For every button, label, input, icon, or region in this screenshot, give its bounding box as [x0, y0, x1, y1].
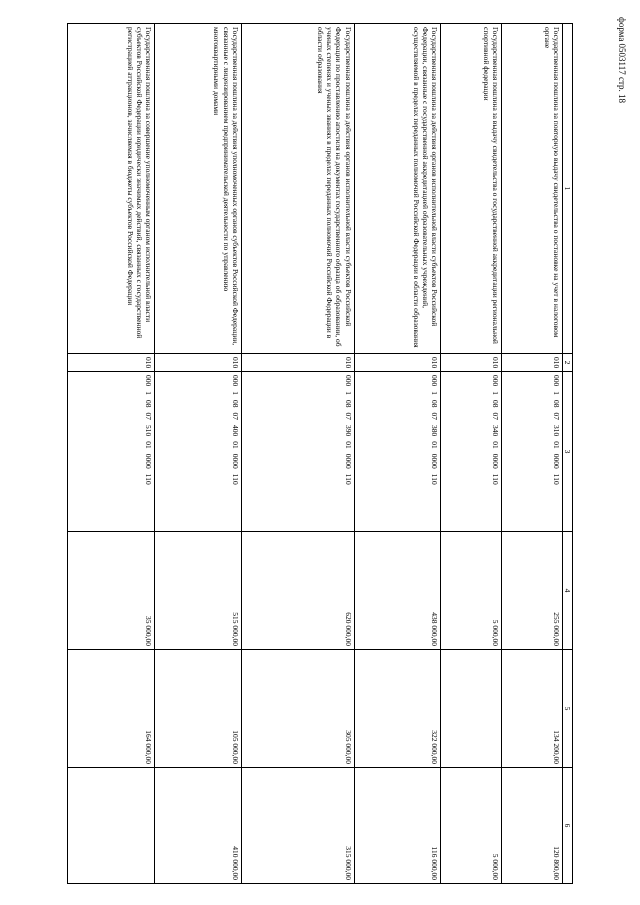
- table-body: [68, 23, 563, 883]
- line-code-cell: 010: [154, 353, 241, 371]
- table-row: [241, 23, 354, 883]
- column-header-3: 3: [562, 371, 572, 531]
- code-segment: 1: [491, 390, 501, 395]
- approved-amount-cell: 438 000,00: [354, 531, 441, 649]
- code-segment: 000: [230, 374, 240, 386]
- form-page-label: форма 0503117 стр. 18: [617, 16, 627, 104]
- column-number-row: [562, 23, 572, 883]
- report-table-container: [67, 23, 573, 883]
- revenue-name-cell: Государственная пошлина за повторную выдачу свидетельства о постановке на учет в налоговом органе: [502, 23, 563, 353]
- code-segment: 07: [491, 412, 501, 420]
- table-row: [68, 23, 155, 883]
- code-segment: 110: [430, 473, 440, 485]
- budget-classification-code-cell: [68, 371, 155, 531]
- unexecuted-amount-cell: 5 000,00: [441, 767, 502, 883]
- executed-amount-cell: [441, 649, 502, 767]
- column-header-4: 4: [562, 531, 572, 649]
- code-segment: 340: [491, 424, 501, 436]
- code-segment: 1: [551, 390, 561, 395]
- code-segment: 07: [551, 412, 561, 420]
- code-segment: 08: [343, 399, 353, 407]
- executed-amount-cell: 164 000,00: [68, 649, 155, 767]
- unexecuted-amount-cell: 116 000,00: [354, 767, 441, 883]
- code-segment: 0000: [230, 453, 240, 469]
- budget-classification-code-cell: [241, 371, 354, 531]
- code-segment: 01: [230, 440, 240, 449]
- approved-amount-cell: 620 000,00: [241, 531, 354, 649]
- code-segment: 07: [143, 412, 153, 420]
- executed-amount-cell: 134 200,00: [502, 649, 563, 767]
- code-segment: 510: [143, 424, 153, 436]
- executed-amount-cell: 305 000,00: [241, 649, 354, 767]
- code-segment: 07: [230, 412, 240, 420]
- approved-amount-cell: 255 000,00: [502, 531, 563, 649]
- table-row: [154, 23, 241, 883]
- budget-classification-code-cell: [441, 371, 502, 531]
- code-segment: 000: [551, 374, 561, 386]
- code-segment: 310: [551, 424, 561, 436]
- code-segment: 01: [143, 440, 153, 449]
- code-segment: 0000: [143, 453, 153, 469]
- code-segment: 1: [430, 390, 440, 395]
- budget-report-table: [67, 23, 573, 884]
- table-row: [441, 23, 502, 883]
- code-segment: 1: [343, 390, 353, 395]
- line-code-cell: 010: [354, 353, 441, 371]
- code-segment: 08: [230, 399, 240, 407]
- executed-amount-cell: 322 000,00: [354, 649, 441, 767]
- unexecuted-amount-cell: [68, 767, 155, 883]
- code-segment: 0000: [491, 453, 501, 469]
- revenue-name-cell: Государственная пошлина за действия органов исполнительной власти субъектов Российской Федерации, связанные с государственной аккредитацией образовательных учреждений, осуществляемой в пределах переданных полномочий Российской Федерации в области образования: [354, 23, 441, 353]
- table-row: [502, 23, 563, 883]
- approved-amount-cell: 515 000,00: [154, 531, 241, 649]
- revenue-name-cell: Государственная пошлина за совершение уполномоченным органом исполнительной власти субъектов Российской Федерации юридически значимых действий, связанных с государственной регистрацией аттракционов, зачисляемая в бюджеты субъектов Российской Федерации: [68, 23, 155, 353]
- line-code-cell: 010: [241, 353, 354, 371]
- revenue-name-cell: Государственная пошлина за выдачу свидетельства о государственной аккредитации региональной спортивной федерации: [441, 23, 502, 353]
- code-segment: 1: [143, 390, 153, 395]
- revenue-name-cell: Государственная пошлина за действия уполномоченных органов субъектов Российской Федерации, связанные с лицензированием предпринимательской деятельности по управлению многоквартирными домами: [154, 23, 241, 353]
- line-code-cell: 010: [441, 353, 502, 371]
- code-segment: 1: [230, 390, 240, 395]
- code-segment: 08: [491, 399, 501, 407]
- column-header-6: 6: [562, 767, 572, 883]
- executed-amount-cell: 105 000,00: [154, 649, 241, 767]
- code-segment: 01: [343, 440, 353, 449]
- code-segment: 000: [430, 374, 440, 386]
- code-segment: 0000: [343, 453, 353, 469]
- unexecuted-amount-cell: 410 000,00: [154, 767, 241, 883]
- column-header-5: 5: [562, 649, 572, 767]
- line-code-cell: 010: [502, 353, 563, 371]
- column-header-2: 2: [562, 353, 572, 371]
- code-segment: 0000: [430, 453, 440, 469]
- code-segment: 07: [343, 412, 353, 420]
- code-segment: 380: [430, 424, 440, 436]
- code-segment: 08: [143, 399, 153, 407]
- code-segment: 0000: [551, 453, 561, 469]
- code-segment: 01: [430, 440, 440, 449]
- code-segment: 07: [430, 412, 440, 420]
- revenue-name-cell: Государственная пошлина за действия органов исполнительной власти субъектов Российской Федерации по проставлению апостиля на документах государственного образца об образовании, об ученых степенях и ученых званиях в пределах переданных полномочий Российской Федерации в области образования: [241, 23, 354, 353]
- approved-amount-cell: 5 000,00: [441, 531, 502, 649]
- code-segment: 08: [430, 399, 440, 407]
- code-segment: 390: [343, 424, 353, 436]
- approved-amount-cell: 35 000,00: [68, 531, 155, 649]
- code-segment: 110: [143, 473, 153, 485]
- code-segment: 110: [551, 473, 561, 485]
- table-header: [562, 23, 572, 883]
- code-segment: 000: [343, 374, 353, 386]
- budget-classification-code-cell: [502, 371, 563, 531]
- code-segment: 01: [551, 440, 561, 449]
- table-row: [354, 23, 441, 883]
- code-segment: 400: [230, 424, 240, 436]
- line-code-cell: 010: [68, 353, 155, 371]
- code-segment: 110: [491, 473, 501, 485]
- code-segment: 08: [551, 399, 561, 407]
- code-segment: 000: [143, 374, 153, 386]
- code-segment: 01: [491, 440, 501, 449]
- budget-classification-code-cell: [154, 371, 241, 531]
- column-header-1: 1: [562, 23, 572, 353]
- code-segment: 000: [491, 374, 501, 386]
- code-segment: 110: [343, 473, 353, 485]
- unexecuted-amount-cell: 120 800,00: [502, 767, 563, 883]
- unexecuted-amount-cell: 315 000,00: [241, 767, 354, 883]
- budget-classification-code-cell: [354, 371, 441, 531]
- code-segment: 110: [230, 473, 240, 485]
